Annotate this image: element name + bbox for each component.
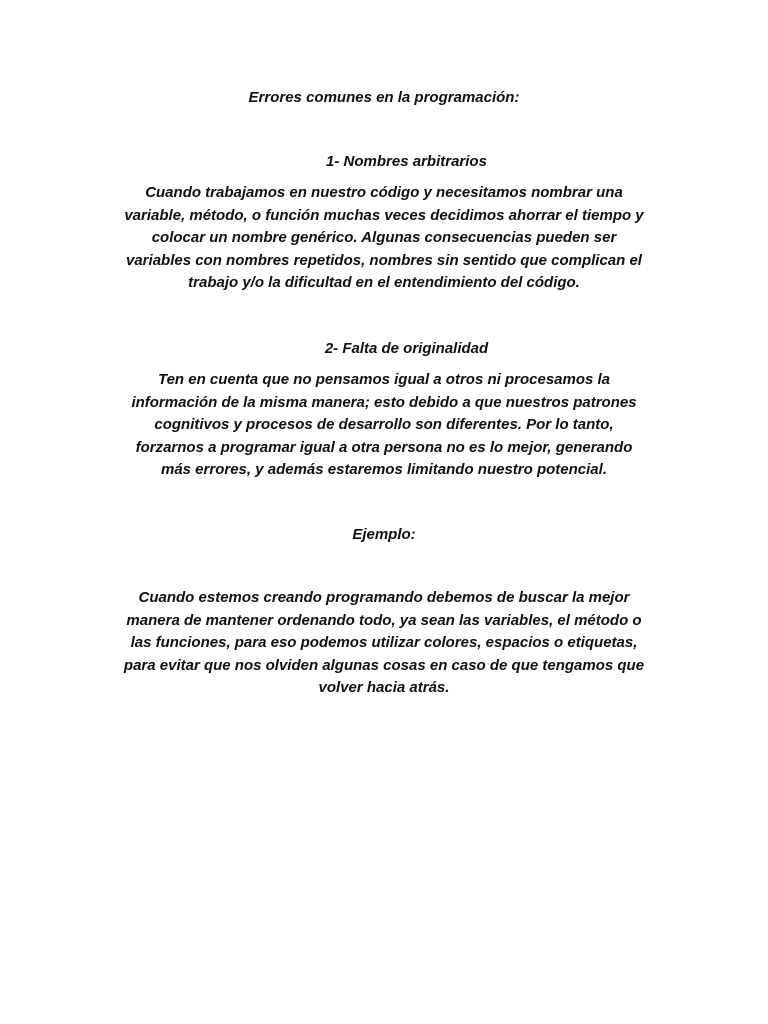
paragraph-line: para evitar que nos olviden algunas cosas en caso de que tengamos que — [123, 656, 645, 674]
document-title: Errores comunes en la programación: — [248, 89, 520, 106]
paragraph-line: variables con nombres repetidos, nombres sin sentido que complican el — [126, 251, 642, 269]
paragraph-line: más errores, y además estaremos limitando nuestro potencial. — [160, 461, 607, 478]
example-heading: Ejemplo: — [352, 526, 416, 543]
section-2-paragraph — [100, 369, 668, 482]
paragraph-line: colocar un nombre genérico. Algunas consecuencias pueden ser — [151, 229, 617, 246]
paragraph-line: cognitivos y procesos de desarrollo son diferentes. Por lo tanto, — [154, 416, 614, 433]
paragraph-line: información de la misma manera; esto debido a que nuestros patrones — [131, 393, 637, 411]
section-1-paragraph — [100, 182, 668, 295]
paragraph-line: trabajo y/o la dificultad en el entendimiento del código. — [188, 274, 580, 291]
paragraph-line: Ten en cuenta que no pensamos igual a otros ni procesamos la — [157, 371, 611, 388]
paragraph-line: volver hacia atrás. — [318, 679, 450, 696]
paragraph-line: las funciones, para eso podemos utilizar colores, espacios o etiquetas, — [130, 634, 638, 651]
paragraph-line: Cuando trabajamos en nuestro código y necesitamos nombrar una — [145, 184, 623, 201]
paragraph-line: forzarnos a programar igual a otra persona no es lo mejor, generando — [135, 438, 633, 456]
paragraph-line: manera de mantener ordenando todo, ya sean las variables, el método o — [126, 611, 642, 629]
paragraph-line: variable, método, o función muchas veces decidimos ahorrar el tiempo y — [124, 206, 644, 224]
section-1-heading: 1- Nombres arbitrarios — [326, 153, 487, 170]
paragraph-line: Cuando estemos creando programando debemos de buscar la mejor — [138, 589, 630, 606]
example-paragraph — [100, 587, 668, 700]
section-2-heading: 2- Falta de originalidad — [324, 340, 489, 357]
